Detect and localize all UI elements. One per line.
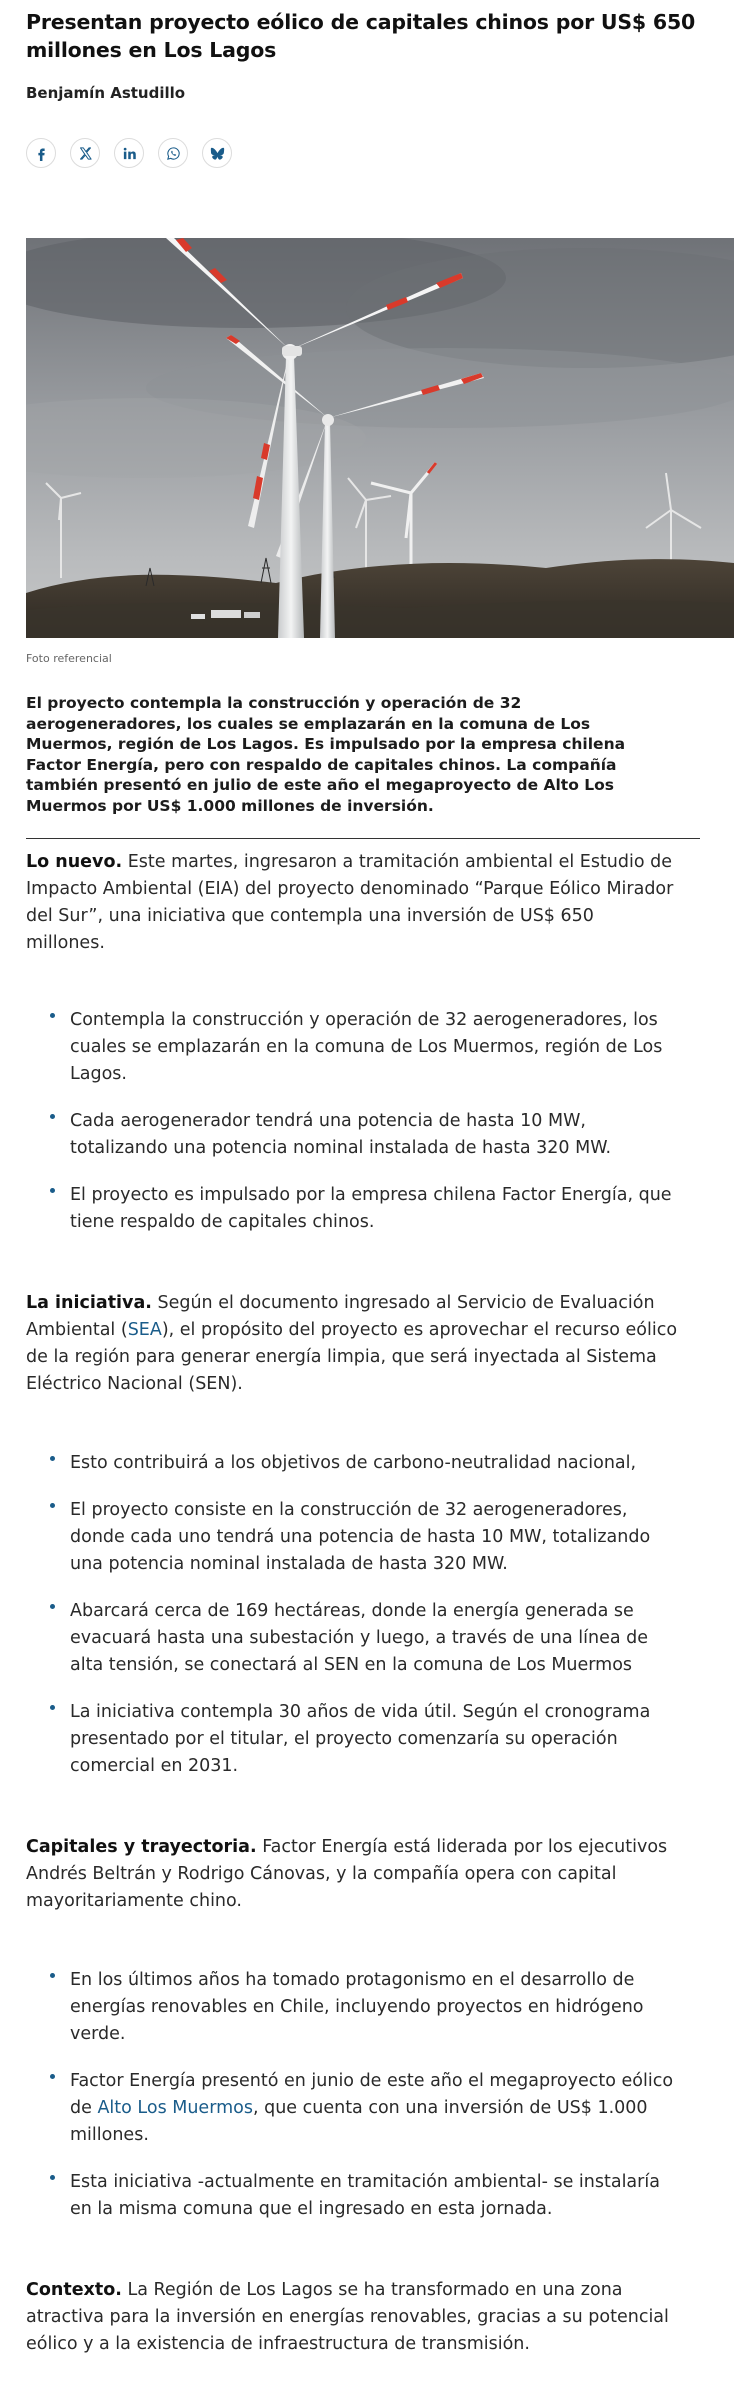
section-iniciativa-label: La iniciativa. (26, 1293, 152, 1313)
section-contexto-label: Contexto. (26, 2280, 122, 2300)
facebook-icon (34, 146, 49, 161)
section-nuevo-label: Lo nuevo. (26, 852, 123, 872)
whatsapp-icon (166, 146, 181, 161)
list-item: Cada aerogenerador tendrá una potencia de hasta 10 MW, totalizando una potencia nominal instalada de hasta 320 MW. (50, 1108, 678, 1162)
list-item: Esto contribuirá a los objetivos de carbono-neutralidad nacional, (50, 1450, 678, 1477)
bluesky-icon (210, 146, 225, 161)
divider (26, 838, 700, 839)
linkedin-icon (122, 146, 137, 161)
list-item: El proyecto consiste en la construcción de 32 aerogeneradores, donde cada uno tendrá una potencia de hasta 10 MW, totalizando una potencia nominal instalada de hasta 320 MW. (50, 1497, 678, 1578)
section-contexto-text: La Región de Los Lagos se ha transformado en una zona atractiva para la inversión en energías renovables, gracias a su potencial eólico y a la existencia de infraestructura de transmisión. (26, 2280, 669, 2354)
section-capitales-paragraph (26, 1834, 708, 1915)
section-capitales-text: Factor Energía está liderada por los ejecutivos Andrés Beltrán y Rodrigo Cánovas, y la compañía opera con capital mayoritariamente chino. (26, 1837, 668, 1911)
list-item: En los últimos años ha tomado protagonismo en el desarrollo de energías renovables en Chile, incluyendo proyectos en hidrógeno verde. (50, 1967, 678, 2048)
hero-image (26, 238, 734, 638)
section-capitales-bullets (26, 1967, 708, 2223)
list-item: Abarcará cerca de 169 hectáreas, donde la energía generada se evacuará hasta una subestación y luego, a través de una línea de alta tensión, se conectará al SEN en la comuna de Los Muermos (50, 1598, 678, 1679)
article-lead: El proyecto contempla la construcción y operación de 32 aerogeneradores, los cuales se emplazarán en la comuna de Los Muermos, región de Los Lagos. Es impulsado por la empresa chilena Factor Energía, pero con respaldo de capitales chinos. La compañía también presentó en julio de este año el megaproyecto de Alto Los Muermos por US$ 1.000 millones de inversión. (26, 694, 626, 815)
x-icon (78, 146, 93, 161)
sea-link[interactable]: SEA (127, 1320, 162, 1340)
article-title: Presentan proyecto eólico de capitales chinos por US$ 650 millones en Los Lagos (26, 10, 696, 62)
section-contexto-paragraph (26, 2277, 708, 2358)
section-nuevo-paragraph (26, 849, 708, 957)
section-iniciativa-paragraph (26, 1290, 708, 1398)
section-nuevo-bullets (26, 1007, 708, 1236)
list-item-text: , que cuenta con una inversión de US$ 1.000 millones. (70, 2098, 648, 2145)
share-bluesky-button[interactable] (202, 138, 232, 168)
article-author[interactable]: Benjamín Astudillo (26, 84, 186, 102)
list-item: Contempla la construcción y operación de 32 aerogeneradores, los cuales se emplazarán en la comuna de Los Muermos, región de Los Lagos. (50, 1007, 678, 1088)
share-x-button[interactable] (70, 138, 100, 168)
alto-los-muermos-link[interactable]: Alto Los Muermos (97, 2098, 253, 2118)
share-bar (26, 138, 708, 168)
list-item: La iniciativa contempla 30 años de vida útil. Según el cronograma presentado por el titular, el proyecto comenzaría su operación comercial en 2031. (50, 1699, 678, 1780)
section-iniciativa-bullets (26, 1450, 708, 1780)
share-linkedin-button[interactable] (114, 138, 144, 168)
list-item-text: Factor Energía presentó en junio de este año el megaproyecto eólico de (70, 2071, 674, 2118)
wind-turbines-photo (26, 238, 734, 638)
section-capitales-label: Capitales y trayectoria. (26, 1837, 257, 1857)
image-caption: Foto referencial (26, 652, 112, 665)
share-facebook-button[interactable] (26, 138, 56, 168)
list-item: El proyecto es impulsado por la empresa chilena Factor Energía, que tiene respaldo de capitales chinos. (50, 1182, 678, 1236)
list-item (50, 2068, 678, 2149)
section-iniciativa-text-after: ), el propósito del proyecto es aprovechar el recurso eólico de la región para generar energía limpia, que será inyectada al Sistema Eléctrico Nacional (SEN). (26, 1320, 678, 1394)
list-item: Esta iniciativa -actualmente en tramitación ambiental- se instalaría en la misma comuna que el ingresado en esta jornada. (50, 2169, 678, 2223)
section-iniciativa-text-before: Según el documento ingresado al Servicio de Evaluación Ambiental ( (26, 1293, 655, 1340)
share-whatsapp-button[interactable] (158, 138, 188, 168)
section-nuevo-text: Este martes, ingresaron a tramitación ambiental el Estudio de Impacto Ambiental (EIA) del proyecto denominado “Parque Eólico Mirador del Sur”, una iniciativa que contempla una inversión de US$ 650 millones. (26, 852, 674, 953)
